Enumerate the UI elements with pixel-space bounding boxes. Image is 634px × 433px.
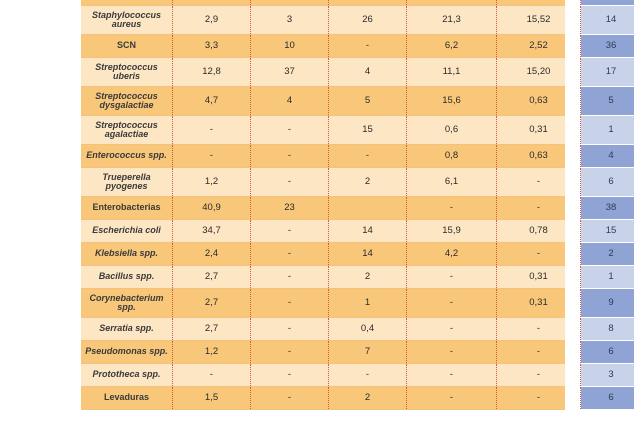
highlight-cell: 8 (581, 318, 634, 340)
organism-name: Enterobacterias (81, 197, 173, 219)
table-cell: - (407, 341, 497, 363)
table-cell: 2,7 (173, 266, 251, 288)
table-cell: - (251, 145, 329, 167)
table-row (81, 145, 614, 168)
table-cell: 3 (251, 6, 329, 34)
organism-name: Streptococcus uberis (81, 58, 173, 86)
table-row (81, 168, 614, 197)
table-cell: 15 (329, 116, 407, 144)
table-cell (329, 197, 407, 219)
table-row (81, 35, 617, 58)
organism-name: Staphylococcus aureus (81, 6, 173, 34)
table-cell: 2 (329, 387, 407, 409)
highlight-cell: 17 (581, 58, 634, 86)
table-cell: - (251, 341, 329, 363)
table-row (81, 220, 617, 243)
table-cell: 26 (329, 6, 407, 34)
organism-name: Pseudomonas spp. (81, 341, 173, 363)
table-cell: 0,6 (407, 116, 497, 144)
table-row (81, 289, 614, 318)
table-cell: - (497, 197, 581, 219)
table-row (81, 364, 614, 387)
table-cell: - (251, 266, 329, 288)
table-cell: 15,6 (407, 87, 497, 115)
table-cell: 34,7 (173, 220, 251, 242)
table-cell: - (407, 266, 497, 288)
table-cell: 10 (251, 35, 329, 57)
table-cell: - (251, 168, 329, 196)
table-cell: 2,9 (173, 6, 251, 34)
table-cell: 21,3 (407, 6, 497, 34)
table-cell: - (329, 35, 407, 57)
table-cell: 5 (329, 87, 407, 115)
table-cell: 23 (251, 197, 329, 219)
table-cell: - (497, 341, 581, 363)
table-cell: - (497, 387, 581, 409)
table-cell: 0,31 (497, 289, 581, 317)
table-cell: 0,78 (497, 220, 581, 242)
organism-name: Corynebacterium spp. (81, 289, 173, 317)
table-cell: - (497, 318, 581, 340)
table-cell: 15,52 (497, 6, 581, 34)
table-cell: - (497, 364, 581, 386)
organism-name: Streptococcus agalactiae (81, 116, 173, 144)
table-cell: 1 (329, 289, 407, 317)
table-cell: 15,9 (407, 220, 497, 242)
table-cell: 4 (251, 87, 329, 115)
table-cell: 4,7 (173, 87, 251, 115)
table-row (81, 243, 614, 266)
table-cell: - (407, 318, 497, 340)
table-cell: 2,7 (173, 289, 251, 317)
table-cell: - (173, 364, 251, 386)
table-cell: 14 (329, 220, 407, 242)
table-cell: 6,2 (407, 35, 497, 57)
table-row (81, 6, 617, 35)
table-cell: 0,31 (497, 116, 581, 144)
table-cell: 0,63 (497, 145, 581, 167)
highlight-cell: 6 (581, 387, 634, 409)
organism-name: Trueperella pyogenes (81, 168, 173, 196)
table-cell: - (251, 318, 329, 340)
highlight-cell: 2 (581, 243, 634, 265)
organism-name: Levaduras (81, 387, 173, 409)
table-cell: - (407, 387, 497, 409)
table-cell: 1,5 (173, 387, 251, 409)
table-cell: - (251, 243, 329, 265)
highlight-cell: 38 (581, 197, 634, 219)
highlight-cell: 6 (581, 168, 634, 196)
highlight-cell: 15 (581, 220, 634, 242)
table-cell: - (407, 364, 497, 386)
table-cell: 0,63 (497, 87, 581, 115)
highlight-cell: 6 (581, 341, 634, 363)
table-row (81, 387, 614, 410)
table-cell: 0,31 (497, 266, 581, 288)
table-cell: 4,2 (407, 243, 497, 265)
table-cell: - (173, 145, 251, 167)
table-cell: - (251, 220, 329, 242)
table-cell: - (251, 364, 329, 386)
table-row (81, 87, 614, 116)
highlight-cell: 3 (581, 364, 634, 386)
table-cell: - (329, 145, 407, 167)
table-cell: 3,3 (173, 35, 251, 57)
highlight-cell: 1 (581, 266, 634, 288)
table-row (81, 266, 614, 289)
table-cell: 2,4 (173, 243, 251, 265)
table-cell: 2 (329, 168, 407, 196)
table-cell: 15,20 (497, 58, 581, 86)
table-cell: - (497, 168, 581, 196)
table-cell: - (329, 364, 407, 386)
organism-name: Streptococcus dysgalactiae (81, 87, 173, 115)
organism-name: Klebsiella spp. (81, 243, 173, 265)
table-cell: 1,2 (173, 341, 251, 363)
table-row (81, 318, 614, 341)
table-cell: - (251, 387, 329, 409)
table-cell: 11,1 (407, 58, 497, 86)
table-row (81, 197, 617, 220)
table-cell: - (173, 116, 251, 144)
highlight-cell: 1 (581, 116, 634, 144)
table-cell: - (251, 116, 329, 144)
table-cell: 12,8 (173, 58, 251, 86)
highlight-cell: 5 (581, 87, 634, 115)
table-cell: 0,4 (329, 318, 407, 340)
table-cell: 4 (329, 58, 407, 86)
table-cell: 7 (329, 341, 407, 363)
table-row (81, 116, 614, 145)
table-cell: 1,2 (173, 168, 251, 196)
table-cell: 37 (251, 58, 329, 86)
table-cell: - (407, 197, 497, 219)
organism-name: Escherichia coli (81, 220, 173, 242)
table-cell: 6,1 (407, 168, 497, 196)
organism-name: Bacillus spp. (81, 266, 173, 288)
table-cell: 0,8 (407, 145, 497, 167)
highlight-cell: 4 (581, 145, 634, 167)
table-cell: 40,9 (173, 197, 251, 219)
data-table (81, 0, 617, 410)
highlight-cell: 36 (581, 35, 634, 57)
organism-name: SCN (81, 35, 173, 57)
table-cell: 2,7 (173, 318, 251, 340)
organism-name: Prototheca spp. (81, 364, 173, 386)
table-cell: - (407, 289, 497, 317)
table-row (81, 341, 614, 364)
table-row (81, 58, 617, 87)
table-cell: - (251, 289, 329, 317)
highlight-cell: 14 (581, 6, 634, 34)
organism-name: Enterococcus spp. (81, 145, 173, 167)
table-cell: 14 (329, 243, 407, 265)
highlight-cell: 9 (581, 289, 634, 317)
table-cell: 2,52 (497, 35, 581, 57)
organism-name: Serratia spp. (81, 318, 173, 340)
table-cell: 2 (329, 266, 407, 288)
table-cell: - (497, 243, 581, 265)
